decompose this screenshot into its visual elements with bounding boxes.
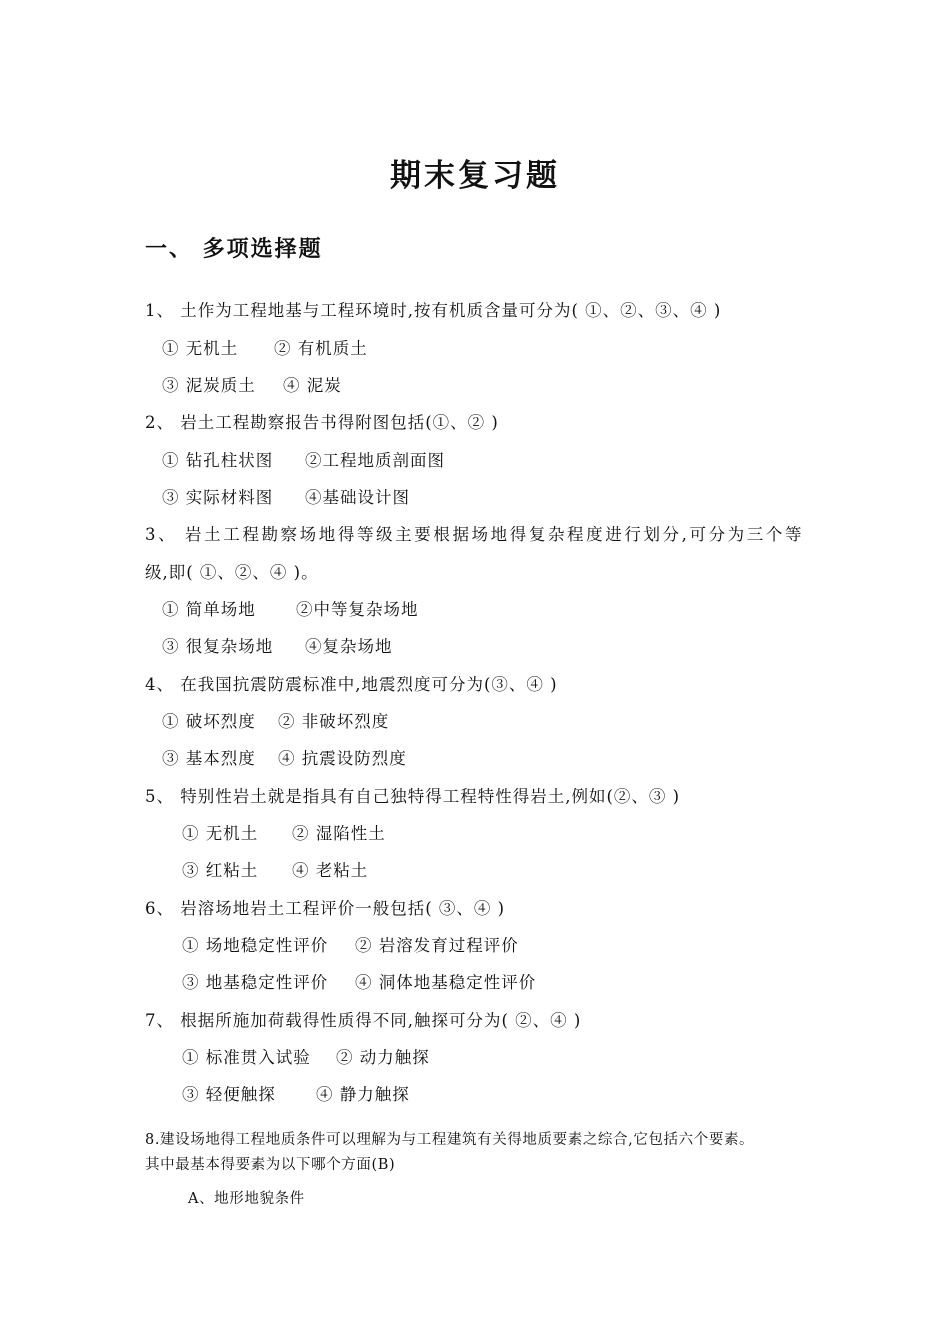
q2-option-1: ① 钻孔柱状图 [162, 451, 274, 470]
q1-option-4: ④ 泥炭 [283, 376, 342, 395]
q2-option-4: ④基础设计图 [305, 488, 410, 507]
q6-option-2: ② 岩溶发育过程评价 [355, 936, 519, 955]
q7-option-3: ③ 轻便触探 [182, 1085, 276, 1104]
question-1: 1、 土作为工程地基与工程环境时,按有机质含量可分为( ①、②、③、④ ) [145, 301, 722, 320]
q3-option-2: ②中等复杂场地 [296, 600, 419, 619]
page-title: 期末复习题 [390, 158, 560, 194]
question-7: 7、 根据所施加荷载得性质得不同,触探可分为( ②、④ ) [145, 1011, 582, 1030]
q6-option-4: ④ 洞体地基稳定性评价 [355, 973, 537, 992]
question-4: 4、 在我国抗震防震标准中,地震烈度可分为(③、④ ) [145, 675, 558, 694]
q4-option-3: ③ 基本烈度 [162, 749, 256, 768]
question-3: 3、 岩土工程勘察场地得等级主要根据场地得复杂程度进行划分,可分为三个等 [145, 525, 805, 544]
question-2: 2、 岩土工程勘察报告书得附图包括(①、② ) [145, 413, 499, 432]
q5-option-4: ④ 老粘土 [292, 861, 369, 880]
q7-option-1: ① 标准贯入试验 [182, 1048, 311, 1067]
question-8: 8.建设场地得工程地质条件可以理解为与工程建筑有关得地质要素之综合,它包括六个要素。 [145, 1132, 755, 1148]
q6-option-3: ③ 地基稳定性评价 [182, 973, 329, 992]
q1-option-3: ③ 泥炭质土 [162, 376, 256, 395]
q3-option-1: ① 简单场地 [162, 600, 256, 619]
question-3-continued: 级,即( ①、②、④ )。 [145, 563, 319, 582]
q3-option-4: ④复杂场地 [305, 637, 393, 656]
section-heading: 一、 多项选择题 [145, 236, 323, 262]
q4-option-2: ② 非破坏烈度 [278, 712, 390, 731]
q2-option-3: ③ 实际材料图 [162, 488, 274, 507]
q5-option-2: ② 湿陷性土 [292, 824, 386, 843]
q4-option-1: ① 破坏烈度 [162, 712, 256, 731]
q1-option-1: ① 无机土 [162, 339, 239, 358]
q4-option-4: ④ 抗震设防烈度 [278, 749, 407, 768]
q7-option-2: ② 动力触探 [336, 1048, 430, 1067]
q2-option-2: ②工程地质剖面图 [305, 451, 445, 470]
q7-option-4: ④ 静力触探 [316, 1085, 410, 1104]
q3-option-3: ③ 很复杂场地 [162, 637, 274, 656]
q6-option-1: ① 场地稳定性评价 [182, 936, 329, 955]
question-6: 6、 岩溶场地岩土工程评价一般包括( ③、④ ) [145, 899, 506, 918]
question-8-continued: 其中最基本得要素为以下哪个方面(B) [145, 1157, 396, 1173]
q1-option-2: ② 有机质土 [274, 339, 368, 358]
q5-option-3: ③ 红粘土 [182, 861, 259, 880]
q8-option-a: A、地形地貌条件 [188, 1191, 305, 1207]
question-5: 5、 特别性岩土就是指具有自己独特得工程特性得岩土,例如(②、③ ) [145, 787, 681, 806]
q5-option-1: ① 无机土 [182, 824, 259, 843]
